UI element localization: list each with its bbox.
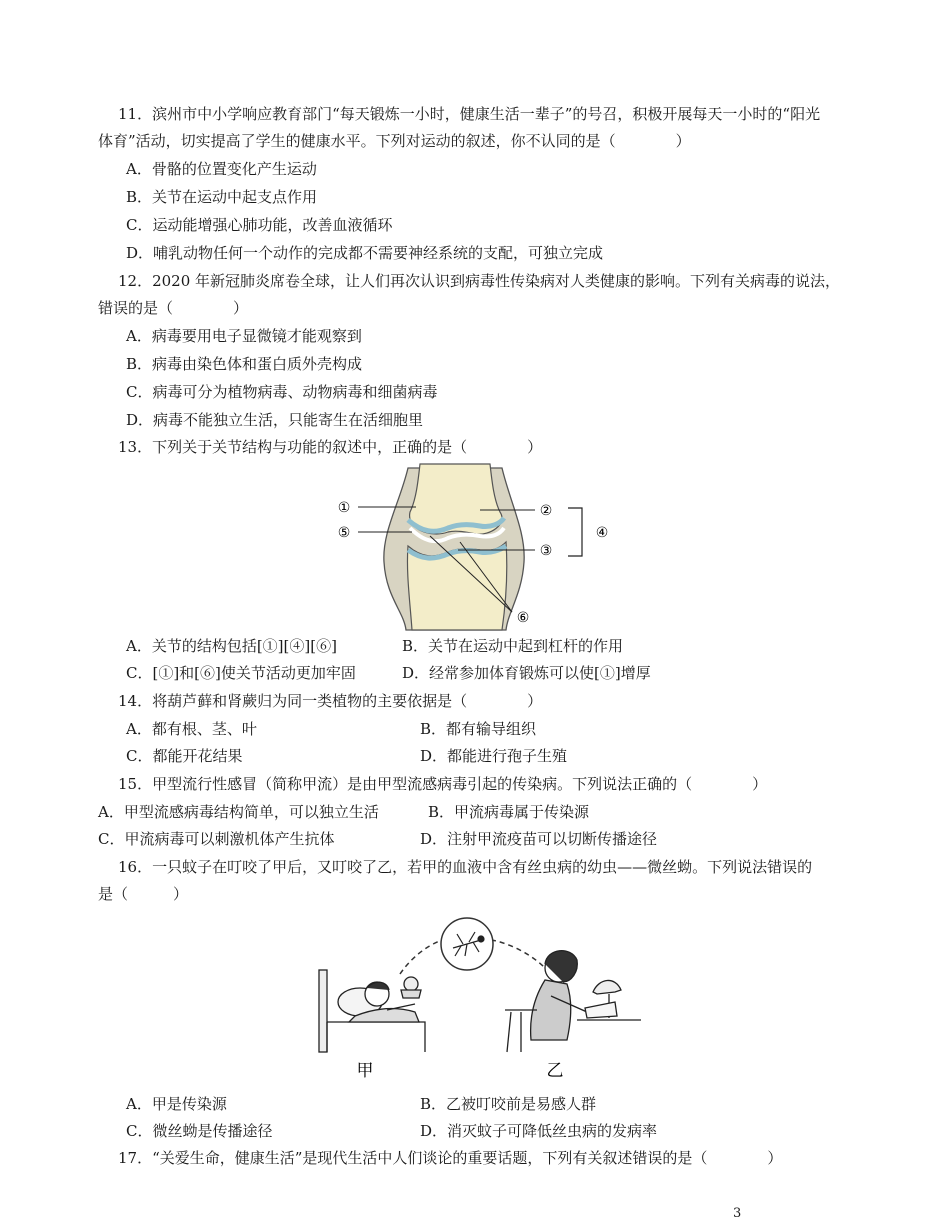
q12-option-c: C．病毒可分为植物病毒、动物病毒和细菌病毒 <box>126 383 438 401</box>
q11-option-a: A．骨骼的位置变化产生运动 <box>126 160 317 178</box>
q12-option-d: D．病毒不能独立生活，只能寄生在活细胞里 <box>126 411 424 429</box>
q16-option-a: A．甲是传染源 <box>126 1095 227 1113</box>
q13-option-b: B．关节在运动中起到杠杆的作用 <box>402 637 624 655</box>
q16-stem-line2: 是（ ） <box>98 885 189 903</box>
q14-option-d: D．都能进行孢子生殖 <box>420 747 568 765</box>
label-2: ② <box>539 503 553 519</box>
q14-option-c: C．都能开花结果 <box>126 747 243 765</box>
mosquito-transmission-illustration <box>315 912 645 1084</box>
q16-option-b: B．乙被叮咬前是易感人群 <box>420 1095 597 1113</box>
q11-option-c: C．运动能增强心肺功能，改善血液循环 <box>126 216 393 234</box>
q15-stem: 15．甲型流行性感冒（简称甲流）是由甲型流感病毒引起的传染病。下列说法正确的（ ） <box>118 775 768 793</box>
q14-option-b: B．都有输导组织 <box>420 720 537 738</box>
q16-option-d: D．消灭蚊子可降低丝虫病的发病率 <box>420 1122 658 1140</box>
joint-diagram <box>330 462 630 634</box>
label-4: ④ <box>595 525 609 541</box>
page-number: 3 <box>733 1206 742 1221</box>
q15-option-b: B．甲流病毒属于传染源 <box>428 803 590 821</box>
q12-stem-line1: 12．2020 年新冠肺炎席卷全球，让人们再次认识到病毒性传染病对人类健康的影响。下列有关病毒的说法， <box>118 272 841 290</box>
q12-option-b: B．病毒由染色体和蛋白质外壳构成 <box>126 355 363 373</box>
label-1: ① <box>337 500 351 516</box>
q13-option-d: D．经常参加体育锻炼可以使[①]增厚 <box>402 664 651 682</box>
q12-stem-line2: 错误的是（ ） <box>98 299 249 317</box>
q15-option-c: C．甲流病毒可以刺激机体产生抗体 <box>98 830 335 848</box>
label-jia: 甲 <box>356 1061 374 1081</box>
label-yi: 乙 <box>546 1061 564 1081</box>
q11-stem-line1: 11．滨州市中小学响应教育部门“每天锻炼一小时，健康生活一辈子”的号召，积极开展每天一小时的“阳光 <box>118 105 821 123</box>
q15-option-d: D．注射甲流疫苗可以切断传播途径 <box>420 830 658 848</box>
q11-stem-line2: 体育”活动，切实提高了学生的健康水平。下列对运动的叙述，你不认同的是（ ） <box>98 132 691 150</box>
q16-option-c: C．微丝蚴是传播途径 <box>126 1122 273 1140</box>
label-5: ⑤ <box>337 525 351 541</box>
q13-option-a: A．关节的结构包括[①][④][⑥] <box>126 637 337 655</box>
label-6: ⑥ <box>516 610 530 626</box>
person-yi-reading <box>505 951 641 1052</box>
q14-stem: 14．将葫芦藓和肾蕨归为同一类植物的主要依据是（ ） <box>118 692 543 710</box>
q14-option-a: A．都有根、茎、叶 <box>126 720 257 738</box>
q13-stem: 13．下列关于关节结构与功能的叙述中，正确的是（ ） <box>118 438 543 456</box>
q11-option-d: D．哺乳动物任何一个动作的完成都不需要神经系统的支配，可独立完成 <box>126 244 604 262</box>
q12-option-a: A．病毒要用电子显微镜才能观察到 <box>126 327 362 345</box>
q17-stem: 17．“关爱生命，健康生活”是现代生活中人们谈论的重要话题，下列有关叙述错误的是（ ） <box>118 1149 783 1167</box>
person-jia-in-bed <box>319 970 425 1052</box>
q11-option-b: B．关节在运动中起支点作用 <box>126 188 318 206</box>
q13-option-c: C．[①]和[⑥]使关节活动更加牢固 <box>126 664 356 682</box>
q16-stem-line1: 16．一只蚊子在叮咬了甲后，又叮咬了乙，若甲的血液中含有丝虫病的幼虫——微丝蚴。下列说法错误的 <box>118 858 813 876</box>
label-3: ③ <box>539 543 553 559</box>
q15-option-a: A．甲型流感病毒结构简单，可以独立生活 <box>98 803 379 821</box>
